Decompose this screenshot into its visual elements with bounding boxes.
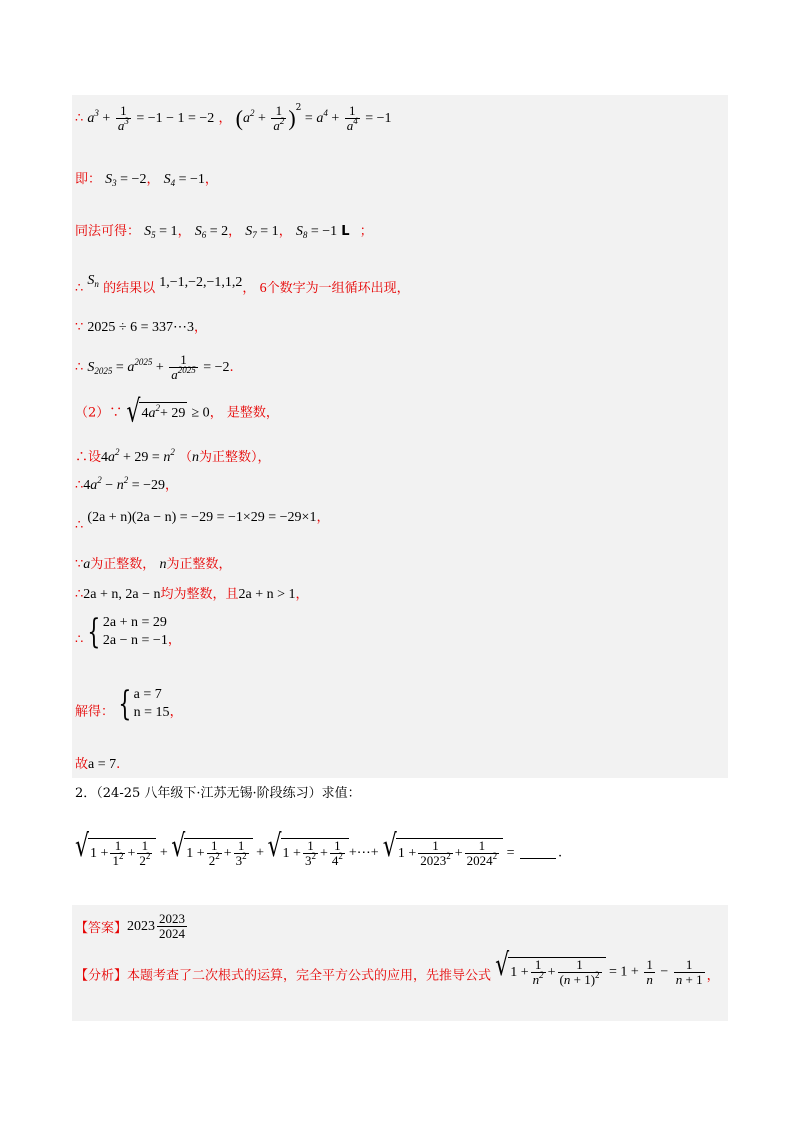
answer-line: 【答案】2023 $\frac{2023}{2024}$ xyxy=(75,911,186,941)
therefore-symbol: ∴ xyxy=(75,111,84,126)
line-12: ∴2a + n, 2a − n均为整数，且2a + n > 1， xyxy=(75,587,309,602)
line-1: ∴ $a^3$ + $\frac{1}{a^3}$ = −1 − 1 = −2 ， ($a^2$ + $\frac{1}{a^2}$ )$^2 = a^4$ + $\frac{1}{a^4}$ = −1 xyxy=(75,103,392,133)
line-11: ∵a为正整数， n为正整数， xyxy=(75,557,232,572)
answer-blank xyxy=(520,858,556,859)
question-2-expression: √ 1 + $\frac{1}{1^2}$ + $\frac{1}{2^2}$ + √ 1 + $\frac{1}{2^2}$ + $\frac{1}{3^2}$ + √ 1 + $\frac{1}{3^2}$ + $\frac{1}{4^2}$ +⋯+ √ 1 + $\frac{1}{2023^2}$ + $\frac{1}{2024^2}$ = . xyxy=(75,829,563,868)
line-8: ∴设$4a^2 + 29 = n^2$ （n为正整数）， xyxy=(75,447,271,465)
line-9: $\therefore 4a^2 - n^2 = -29$， xyxy=(75,475,178,493)
question-2-header: 2．（24-25 八年级下·江苏无锡·阶段练习）求值： xyxy=(75,786,361,801)
analysis-line: 【分析】本题考查了二次根式的运算，完全平方公式的应用，先推导公式 √ 1 + $\frac{1}{n^2}$ + $\frac{1}{(n + 1)^2}$ = 1 + $\frac{1}{n}$ − $\frac{1}{n + 1}$ ， xyxy=(75,948,720,987)
line-6: ∴ $S_{2025} = a^{2025}$ + $\frac{1}{a^{2025}}$ = −2. xyxy=(75,352,234,382)
line-5: ∵ 2025 ÷ 6 = 337⋯3， xyxy=(75,320,208,335)
line-2: 即： $S_3 = -2$， $S_4 = -1$， xyxy=(75,172,218,188)
solution-background xyxy=(72,95,728,778)
line-14: 解得： { a = 7 n = 15 ， xyxy=(75,684,183,724)
line-3: 同法可得： $S_5 = 1$， $S_6 = 2$， $S_7 = 1$， $S_8 = -1$ L ； xyxy=(75,224,373,240)
line-13: ∴ { 2a + n = 29 2a − n = −1 ， xyxy=(75,612,181,652)
line-7: （2）∵ √ 4 $a^2$ + 29 ≥ 0， 是整数， xyxy=(75,394,279,430)
line-10: ∴ (2a + n)(2a − n) = −29 = −1×29 = −29×1， xyxy=(75,510,330,533)
line-4: ∴ $S_n$ 的结果以 1,−1,−2,−1,1,2， 6个数字为一组循环出现， xyxy=(75,273,410,296)
line-15: 故a = 7. xyxy=(75,757,121,772)
